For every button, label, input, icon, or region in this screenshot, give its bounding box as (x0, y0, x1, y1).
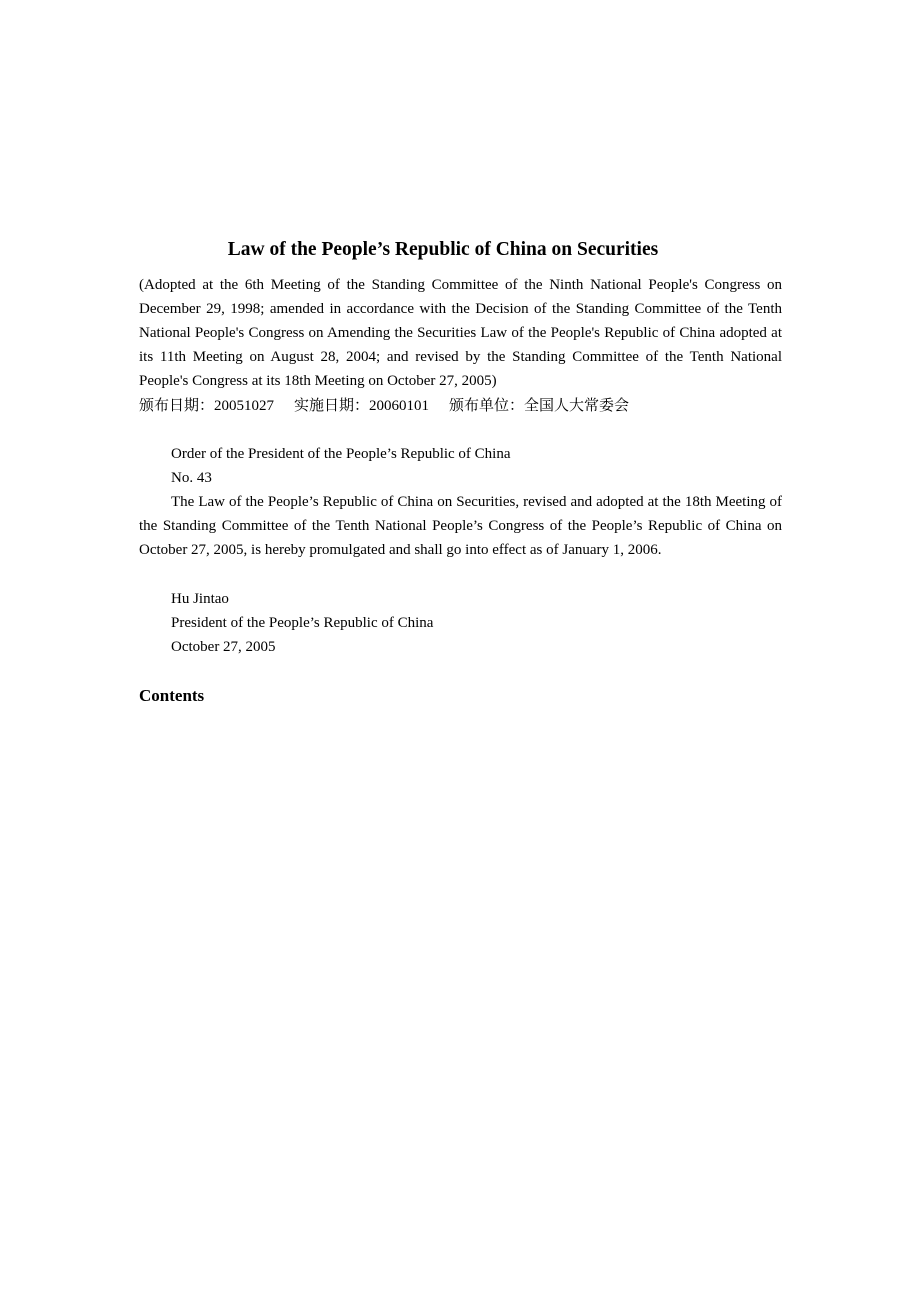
effective-date: 20060101 (369, 398, 430, 414)
document-title: Law of the People’s Republic of China on Securities (227, 239, 659, 260)
issuer-label: 颁布单位： (449, 396, 525, 414)
order-number: No. 43 (171, 470, 212, 486)
order-heading: Order of the President of the People’s Republic of China (171, 446, 511, 462)
promulgation-date: 20051027 (214, 398, 275, 414)
contents-heading: Contents (139, 686, 205, 705)
signatory-title: President of the People’s Republic of China (171, 615, 434, 631)
order-date: October 27, 2005 (171, 639, 276, 655)
signatory-name: Hu Jintao (171, 591, 229, 607)
promulgation-date-label: 颁布日期： (139, 396, 215, 414)
promulgation-info (139, 393, 629, 418)
effective-date-label: 实施日期： (294, 396, 370, 414)
adoption-note: (Adopted at the 6th Meeting of the Standing Committee of the Ninth National People's Congress on December 29, 1998; amended in accordance with the Decision of the Standing Committee of the Tenth National People's Congress on Amending the Securities Law of the People's Republic of China adopted at its 11th Meeting on August 28, 2004; and revised by the Standing Committee of the Tenth National People's Congress at its 18th Meeting on October 27, 2005) (139, 277, 782, 389)
issuer: 全国人大常委会 (524, 396, 630, 414)
order-text: The Law of the People’s Republic of China on Securities, revised and adopted at the 18th Meeting of the Standing Committee of the Tenth National People’s Congress of the People’s Republic of China on October 27, 2005, is hereby promulgated and shall go into effect as of January 1, 2006. (139, 494, 782, 558)
